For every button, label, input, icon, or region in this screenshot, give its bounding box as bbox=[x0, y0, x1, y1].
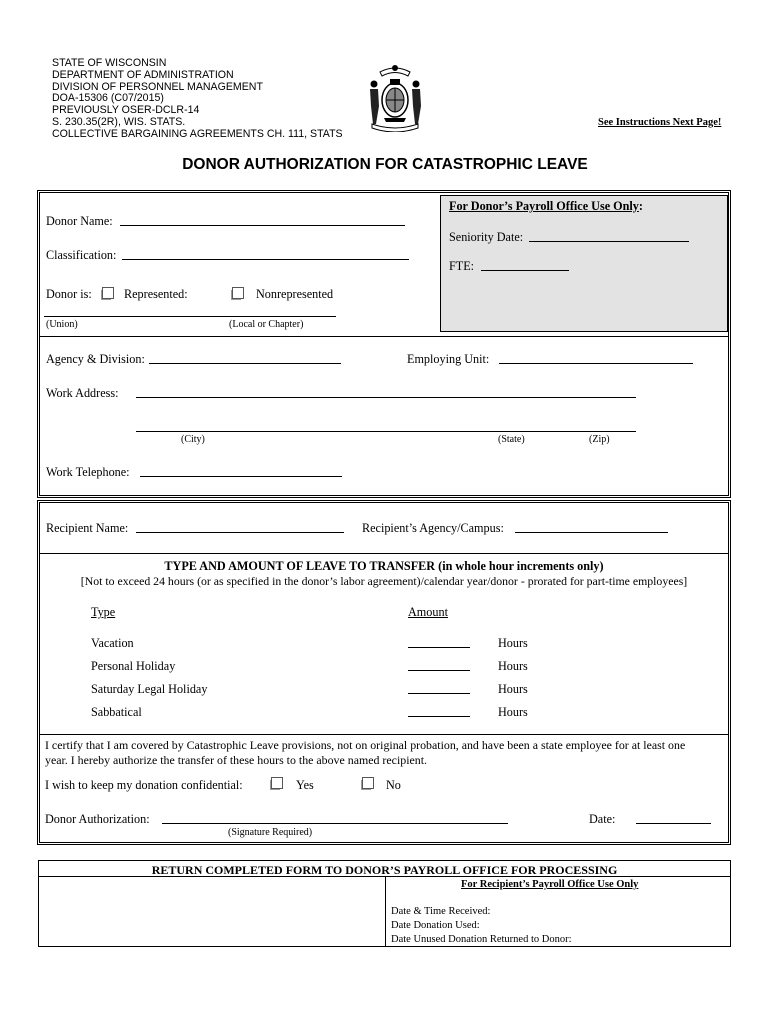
agency-line: DOA-15306 (C07/2015) bbox=[52, 92, 164, 105]
city-caption: (City) bbox=[181, 434, 205, 445]
hours-unit: Hours bbox=[498, 682, 528, 696]
state-seal-icon bbox=[364, 62, 426, 132]
personal-holiday-amount-field[interactable] bbox=[408, 670, 470, 671]
state-caption: (State) bbox=[498, 434, 525, 445]
date-field[interactable] bbox=[636, 823, 711, 824]
return-column-divider bbox=[385, 876, 386, 947]
no-label: No bbox=[386, 778, 401, 792]
sabbatical-amount-field[interactable] bbox=[408, 716, 470, 717]
hours-unit: Hours bbox=[498, 659, 528, 673]
leave-type-sabbatical: Sabbatical bbox=[91, 705, 142, 719]
donor-signature-field[interactable] bbox=[162, 823, 508, 824]
agency-line: STATE OF WISCONSIN bbox=[52, 57, 167, 69]
agency-line: S. 230.35(2R), WIS. STATS. bbox=[52, 115, 186, 128]
agency-header bbox=[52, 58, 343, 141]
certification-line-2: year. I hereby authorize the transfer of these hours to the above named recipient. bbox=[45, 753, 427, 767]
section-divider bbox=[40, 553, 728, 554]
represented-checkbox[interactable] bbox=[102, 287, 114, 299]
agency-division-field[interactable] bbox=[149, 363, 341, 364]
agency-line: PREVIOUSLY OSER-DCLR-14 bbox=[52, 104, 200, 117]
union-field[interactable] bbox=[44, 316, 336, 317]
form-title: DONOR AUTHORIZATION FOR CATASTROPHIC LEAVE bbox=[182, 156, 588, 173]
union-caption: (Union) bbox=[46, 319, 78, 330]
leave-type-vacation: Vacation bbox=[91, 636, 134, 650]
return-instruction: RETURN COMPLETED FORM TO DONOR’S PAYROLL OFFICE FOR PROCESSING bbox=[151, 863, 618, 877]
classification-field[interactable] bbox=[122, 259, 409, 260]
vacation-amount-field[interactable] bbox=[408, 647, 470, 648]
seniority-date-field[interactable] bbox=[529, 241, 689, 242]
date-time-received-label: Date & Time Received: bbox=[391, 906, 491, 917]
recipient-name-label: Recipient Name: bbox=[46, 521, 129, 535]
employing-unit-field[interactable] bbox=[499, 363, 693, 364]
donor-name-field[interactable] bbox=[120, 225, 405, 226]
donor-name-label: Donor Name: bbox=[46, 214, 113, 228]
confidential-yes-checkbox[interactable] bbox=[271, 777, 283, 789]
date-label: Date: bbox=[589, 812, 616, 826]
office-heading-colon: : bbox=[638, 199, 643, 213]
work-telephone-label: Work Telephone: bbox=[46, 465, 130, 479]
nonrepresented-label: Nonrepresented bbox=[256, 287, 334, 301]
section-divider bbox=[40, 336, 728, 337]
leave-type-saturday-legal-holiday: Saturday Legal Holiday bbox=[91, 682, 208, 696]
hours-unit: Hours bbox=[498, 636, 528, 650]
employing-unit-label: Employing Unit: bbox=[407, 352, 490, 366]
donor-authorization-label: Donor Authorization: bbox=[45, 812, 150, 826]
leave-subheading: [Not to exceed 24 hours (or as specified in the donor’s labor agreement)/calendar year/donor - prorated for part-time employees] bbox=[80, 574, 688, 588]
confidential-label: I wish to keep my donation confidential: bbox=[45, 778, 243, 792]
date-unused-returned-label: Date Unused Donation Returned to Donor: bbox=[391, 934, 572, 945]
work-address-city-field[interactable] bbox=[136, 431, 636, 432]
nonrepresented-checkbox[interactable] bbox=[232, 287, 244, 299]
recipient-agency-label: Recipient’s Agency/Campus: bbox=[362, 521, 504, 535]
confidential-no-checkbox[interactable] bbox=[362, 777, 374, 789]
seniority-date-label: Seniority Date: bbox=[449, 230, 524, 244]
work-address-label: Work Address: bbox=[46, 386, 119, 400]
hours-unit: Hours bbox=[498, 705, 528, 719]
instructions-note: See Instructions Next Page! bbox=[598, 117, 722, 128]
local-caption: (Local or Chapter) bbox=[229, 319, 304, 330]
yes-label: Yes bbox=[296, 778, 314, 792]
amount-column-header: Amount bbox=[408, 605, 448, 619]
date-donation-used-label: Date Donation Used: bbox=[391, 920, 480, 931]
agency-line: COLLECTIVE BARGAINING AGREEMENTS CH. 111, STATS bbox=[52, 127, 343, 140]
leave-type-personal-holiday: Personal Holiday bbox=[91, 659, 176, 673]
signature-caption: (Signature Required) bbox=[228, 827, 313, 838]
saturday-holiday-amount-field[interactable] bbox=[408, 693, 470, 694]
fte-field[interactable] bbox=[481, 270, 569, 271]
recipient-name-field[interactable] bbox=[136, 532, 344, 533]
agency-line: DEPARTMENT OF ADMINISTRATION bbox=[52, 68, 234, 81]
classification-label: Classification: bbox=[46, 248, 117, 262]
type-column-header: Type bbox=[91, 605, 116, 619]
donor-payroll-office-box bbox=[440, 195, 728, 332]
work-address-street-field[interactable] bbox=[136, 397, 636, 398]
donor-payroll-office-heading bbox=[449, 199, 643, 214]
fte-label: FTE: bbox=[449, 259, 475, 273]
recipient-payroll-office-heading: For Recipient’s Payroll Office Use Only bbox=[461, 879, 639, 890]
leave-heading: TYPE AND AMOUNT OF LEAVE TO TRANSFER (in whole hour increments only) bbox=[164, 559, 604, 573]
work-telephone-field[interactable] bbox=[140, 476, 342, 477]
agency-line: DIVISION OF PERSONNEL MANAGEMENT bbox=[52, 80, 263, 93]
represented-label: Represented: bbox=[124, 287, 188, 301]
office-heading-text: For Donor’s Payroll Office Use Only bbox=[449, 199, 639, 213]
certification-line-1: I certify that I am covered by Catastrophic Leave provisions, not on original probation, and have been a state employee for at least one bbox=[45, 738, 686, 752]
zip-caption: (Zip) bbox=[589, 434, 610, 445]
recipient-agency-field[interactable] bbox=[515, 532, 668, 533]
agency-division-label: Agency & Division: bbox=[46, 352, 145, 366]
section-divider bbox=[40, 734, 728, 735]
donor-is-label: Donor is: bbox=[46, 287, 92, 301]
